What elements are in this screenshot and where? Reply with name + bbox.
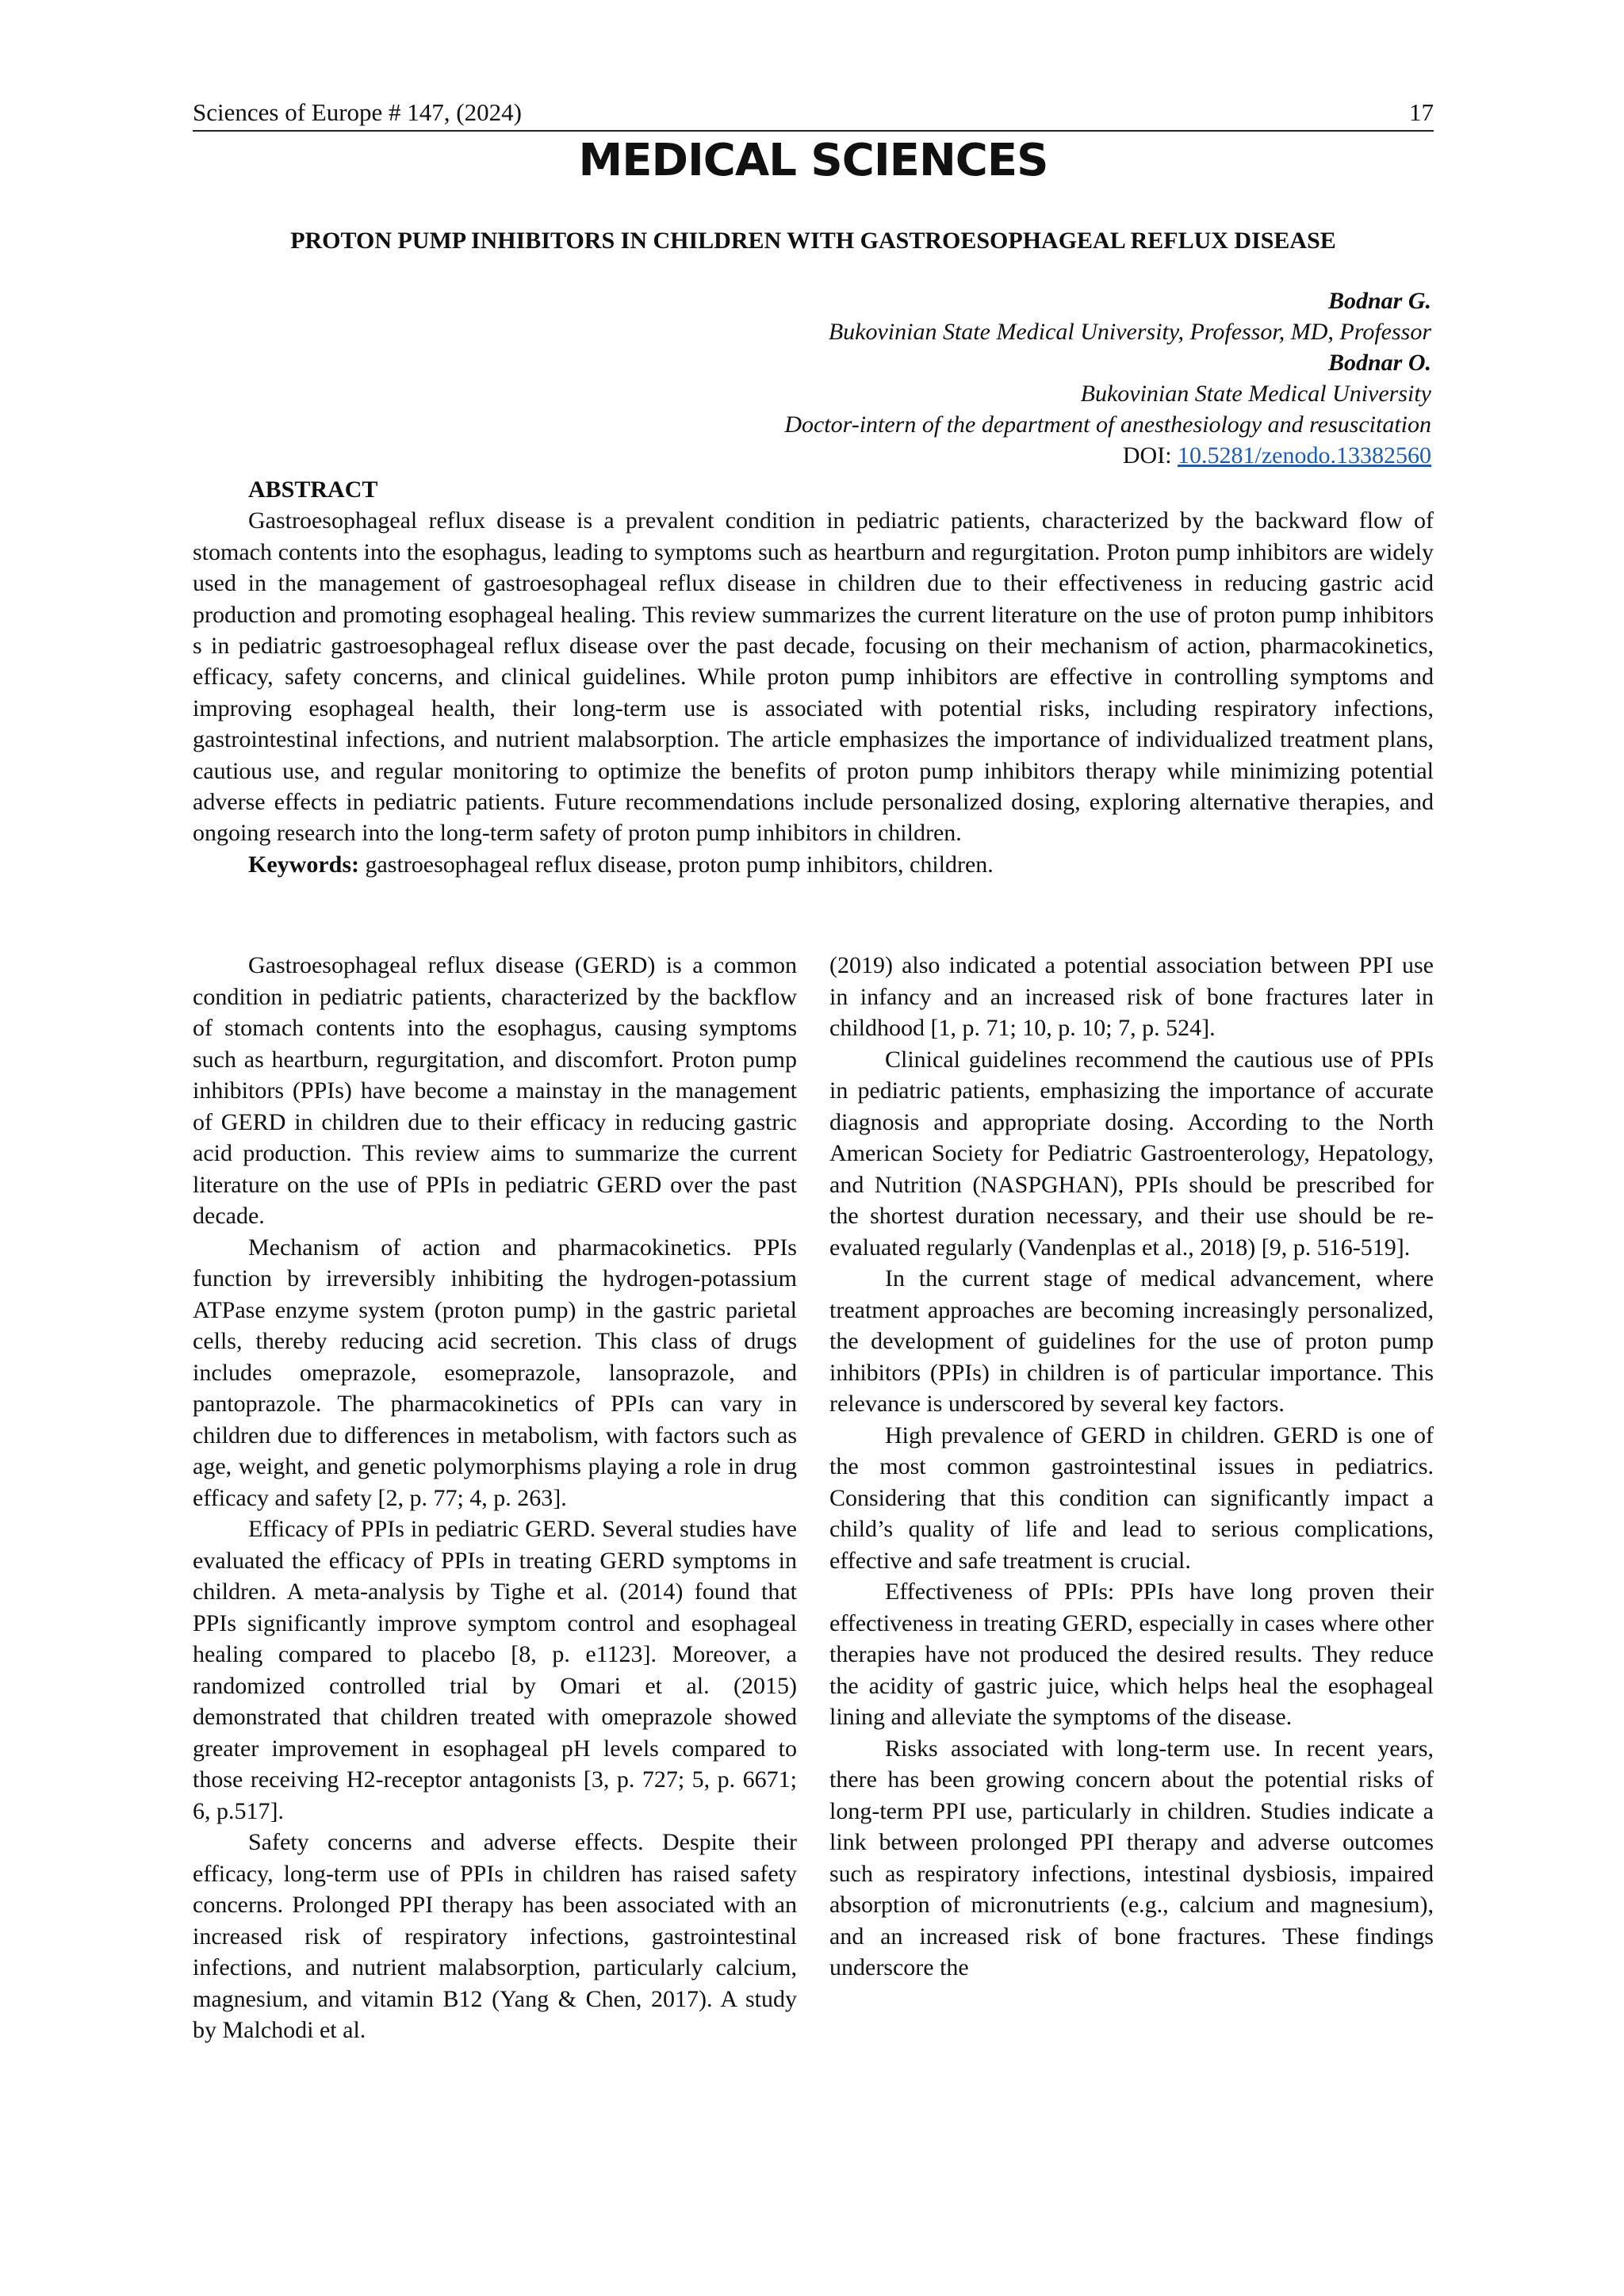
body-paragraph: Mechanism of action and pharmacokinetics. PPIs function by irreversibly inhibiting the hydrogen-potassium ATPase enzyme system (proton pump) in the gastric parietal cells, thereby reducing acid secretion. This class of drugs includes omeprazole, esomeprazole, lansoprazole, and pantoprazole. The pharmacokinetics of PPIs can vary in children due to differences in metabolism, with factors such as age, weight, and genetic polymorphisms playing a role in drug efficacy and safety [2, p. 77; 4, p. 263]. bbox=[193, 1234, 797, 1511]
abstract bbox=[193, 474, 1434, 880]
abstract-text: Gastroesophageal reflux disease is a prevalent condition in pediatric patients, characterized by the backward flow of stomach contents into the esophagus, leading to symptoms such as heartburn and regurgitation. Proton pump inhibitors are widely used in the management of gastroesophageal reflux disease in children due to their effectiveness in reducing gastric acid production and promoting esophageal healing. This review summarizes the current literature on the use of proton pump inhibitors s in pediatric gastroesophageal reflux disease over the past decade, focusing on their mechanism of action, pharmacokinetics, efficacy, safety concerns, and clinical guidelines. While proton pump inhibitors are effective in controlling symptoms and improving esophageal health, their long-term use is associated with potential risks, including respiratory infections, gastrointestinal infections, and nutrient malabsorption. The article emphasizes the importance of individualized treatment plans, cautious use, and regular monitoring to optimize the benefits of proton pump inhibitors therapy while minimizing potential adverse effects in pediatric patients. Future recommendations include personalized dosing, exploring alternative therapies, and ongoing research into the long-term safety of proton pump inhibitors in children. bbox=[193, 507, 1434, 847]
section-title: MEDICAL SCIENCES bbox=[578, 135, 1048, 186]
body-paragraph: Gastroesophageal reflux disease (GERD) is a common condition in pediatric patients, characterized by the backflow of stomach contents into the esophagus, causing symptoms such as heartburn, regurgitation, and discomfort. Proton pump inhibitors (PPIs) have become a mainstay in the management of GERD in children due to their efficacy in reducing gastric acid production. This review aims to summarize the current literature on the use of PPIs in pediatric GERD over the past decade. bbox=[193, 952, 797, 1229]
author-2-name: Bodnar O. bbox=[1327, 350, 1431, 376]
author-block bbox=[321, 285, 1431, 471]
journal-name: Sciences of Europe # 147, (2024) bbox=[193, 98, 522, 126]
body-paragraph: In the current stage of medical advancement, where treatment approaches are becoming increasingly personalized, the development of guidelines for the use of proton pump inhibitors (PPIs) in children is of particular importance. This relevance is underscored by several key factors. bbox=[829, 1265, 1434, 1417]
keywords-list: gastroesophageal reflux disease, proton pump inhibitors, children. bbox=[358, 851, 994, 878]
body-column-right bbox=[829, 950, 1434, 1984]
body-column-left bbox=[193, 950, 797, 2046]
author-1-name: Bodnar G. bbox=[1327, 288, 1431, 314]
body-paragraph: Effectiveness of PPIs: PPIs have long proven their effectiveness in treating GERD, especially in cases where other therapies have not produced the desired results. They reduce the acidity of gastric juice, which helps heal the esophageal lining and alleviate the symptoms of the disease. bbox=[829, 1578, 1434, 1730]
keywords-label: Keywords: bbox=[248, 851, 359, 878]
page-number: 17 bbox=[1409, 98, 1434, 126]
body-paragraph: Clinical guidelines recommend the cautious use of PPIs in pediatric patients, emphasizing the importance of accurate diagnosis and appropriate dosing. According to the North American Society for Pediatric Gastroenterology, Hepatology, and Nutrition (NASPGHAN), PPIs should be prescribed for the shortest duration necessary, and their use should be re-evaluated regularly (Vandenplas et al., 2018) [9, p. 516-519]. bbox=[829, 1046, 1434, 1261]
abstract-heading: ABSTRACT bbox=[248, 476, 378, 503]
running-header bbox=[193, 95, 1434, 132]
body-paragraph: Efficacy of PPIs in pediatric GERD. Several studies have evaluated the efficacy of PPIs in treating GERD symptoms in children. A meta-analysis by Tighe et al. (2014) found that PPIs significantly improve symptom control and esophageal healing compared to placebo [8, p. e1123]. Moreover, a randomized controlled trial by Omari et al. (2015) demonstrated that children treated with omeprazole showed greater improvement in esophageal pH levels compared to those receiving H2-receptor antagonists [3, p. 727; 5, p. 6671; 6, p.517]. bbox=[193, 1516, 797, 1824]
body-paragraph-continuation: (2019) also indicated a potential association between PPI use in infancy and an increased risk of bone fractures later in childhood [1, p. 71; 10, p. 10; 7, p. 524]. bbox=[829, 952, 1434, 1041]
doi-link[interactable]: 10.5281/zenodo.13382560 bbox=[1178, 442, 1431, 469]
body-paragraph: Safety concerns and adverse effects. Despite their efficacy, long-term use of PPIs in children has raised safety concerns. Prolonged PPI therapy has been associated with an increased risk of respiratory infections, gastrointestinal infections, and nutrient malabsorption, particularly calcium, magnesium, and vitamin B12 (Yang & Chen, 2017). A study by Malchodi et al. bbox=[193, 1829, 797, 2043]
author-1-affiliation: Bukovinian State Medical University, Professor, MD, Professor bbox=[828, 319, 1431, 345]
doi-label: DOI: bbox=[1122, 442, 1178, 469]
article-title: PROTON PUMP INHIBITORS IN CHILDREN WITH GASTROESOPHAGEAL REFLUX DISEASE bbox=[290, 228, 1336, 254]
author-2-position: Doctor-intern of the department of anesthesiology and resuscitation bbox=[784, 411, 1431, 438]
body-paragraph: High prevalence of GERD in children. GERD is one of the most common gastrointestinal issues in pediatrics. Considering that this condition can significantly impact a child’s quality of life and lead to serious complications, effective and safe treatment is crucial. bbox=[829, 1422, 1434, 1574]
keywords bbox=[193, 849, 1434, 880]
body-paragraph: Risks associated with long-term use. In recent years, there has been growing concern about the potential risks of long-term PPI use, particularly in children. Studies indicate a link between prolonged PPI therapy and adverse outcomes such as respiratory infections, intestinal dysbiosis, impaired absorption of micronutrients (e.g., calcium and magnesium), and an increased risk of bone fractures. These findings underscore the bbox=[829, 1735, 1434, 1980]
author-2-affiliation: Bukovinian State Medical University bbox=[1080, 381, 1431, 407]
journal-page bbox=[193, 0, 1434, 2296]
doi-line bbox=[321, 440, 1431, 471]
